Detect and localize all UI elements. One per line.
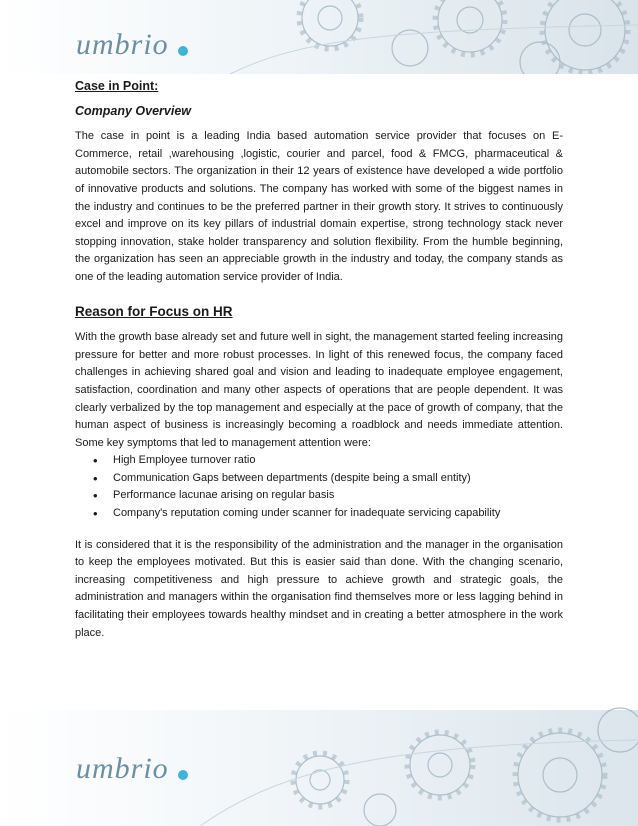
- hr-focus-heading: Reason for Focus on HR: [75, 303, 233, 319]
- case-title: Case in Point:: [75, 79, 159, 93]
- company-overview-heading: Company Overview: [75, 103, 192, 118]
- header-logo: umbrio: [76, 28, 169, 61]
- header-logo-dot: [178, 46, 188, 56]
- footer-band: [0, 690, 638, 826]
- list-item: • Performance lacunae arising on regular basis: [93, 487, 563, 505]
- header-band: [0, 0, 638, 74]
- footer-logo-dot: [178, 770, 188, 780]
- list-item: • High Employee turnover ratio: [93, 452, 563, 470]
- hr-focus-conclusion: It is considered that it is the responsibility of the administration and the manager in the organisation to keep the employees motivated. But this is easier said than done. With the changing scenario, increasing competitiveness and high pressure to achieve growth and strategic goals, the administration and managers within the organisation find themselves more or less lagging behind in facilitating their employees towards healthy mindset and in creating a better atmosphere in the work place.: [75, 538, 563, 639]
- footer-logo: umbrio: [76, 752, 169, 785]
- list-item: • Communication Gaps between departments (despite being a small entity): [93, 470, 563, 488]
- list-item: • Company's reputation coming under scanner for inadequate servicing capability: [93, 505, 563, 523]
- hr-focus-intro: With the growth base already set and future well in sight, the management started feeling increasing pressure for better and more robust processes. In light of this renewed focus, the company faced challenges in achieving shared goal and vision and leading to inadequate employee engagement, satisfaction, coordination and many other aspects of operations that are people dependent. It was clearly verbalized by the top management and especially at the pace of growth of company, that the human aspect of business is increasingly becoming a roadblock and needs immediate attention. Some key symptoms that led to management attention were:: [75, 331, 563, 449]
- document-body: [75, 78, 563, 642]
- company-overview-text: The case in point is a leading India based automation service provider that focuses on E-Commerce, retail ,warehousing ,logistic, courier and parcel, food & FMCG, pharmaceutical & automobile sectors. The organization in their 12 years of existence have developed a wide portfolio of innovative products and solutions. The company has worked with some of the biggest names in the industry and continues to be the preferred partner in their growth story. It strives to continuously excel and improve on its key pillars of industrial domain expertise, strong technology stack never stopping innovation, stake holder transparency and solution flexibility. From the humble beginning, the organization has seen an appreciable growth in the industry and today, the company stands as one of the leading automation service provider of India.: [75, 130, 563, 283]
- symptoms-list: [75, 452, 563, 522]
